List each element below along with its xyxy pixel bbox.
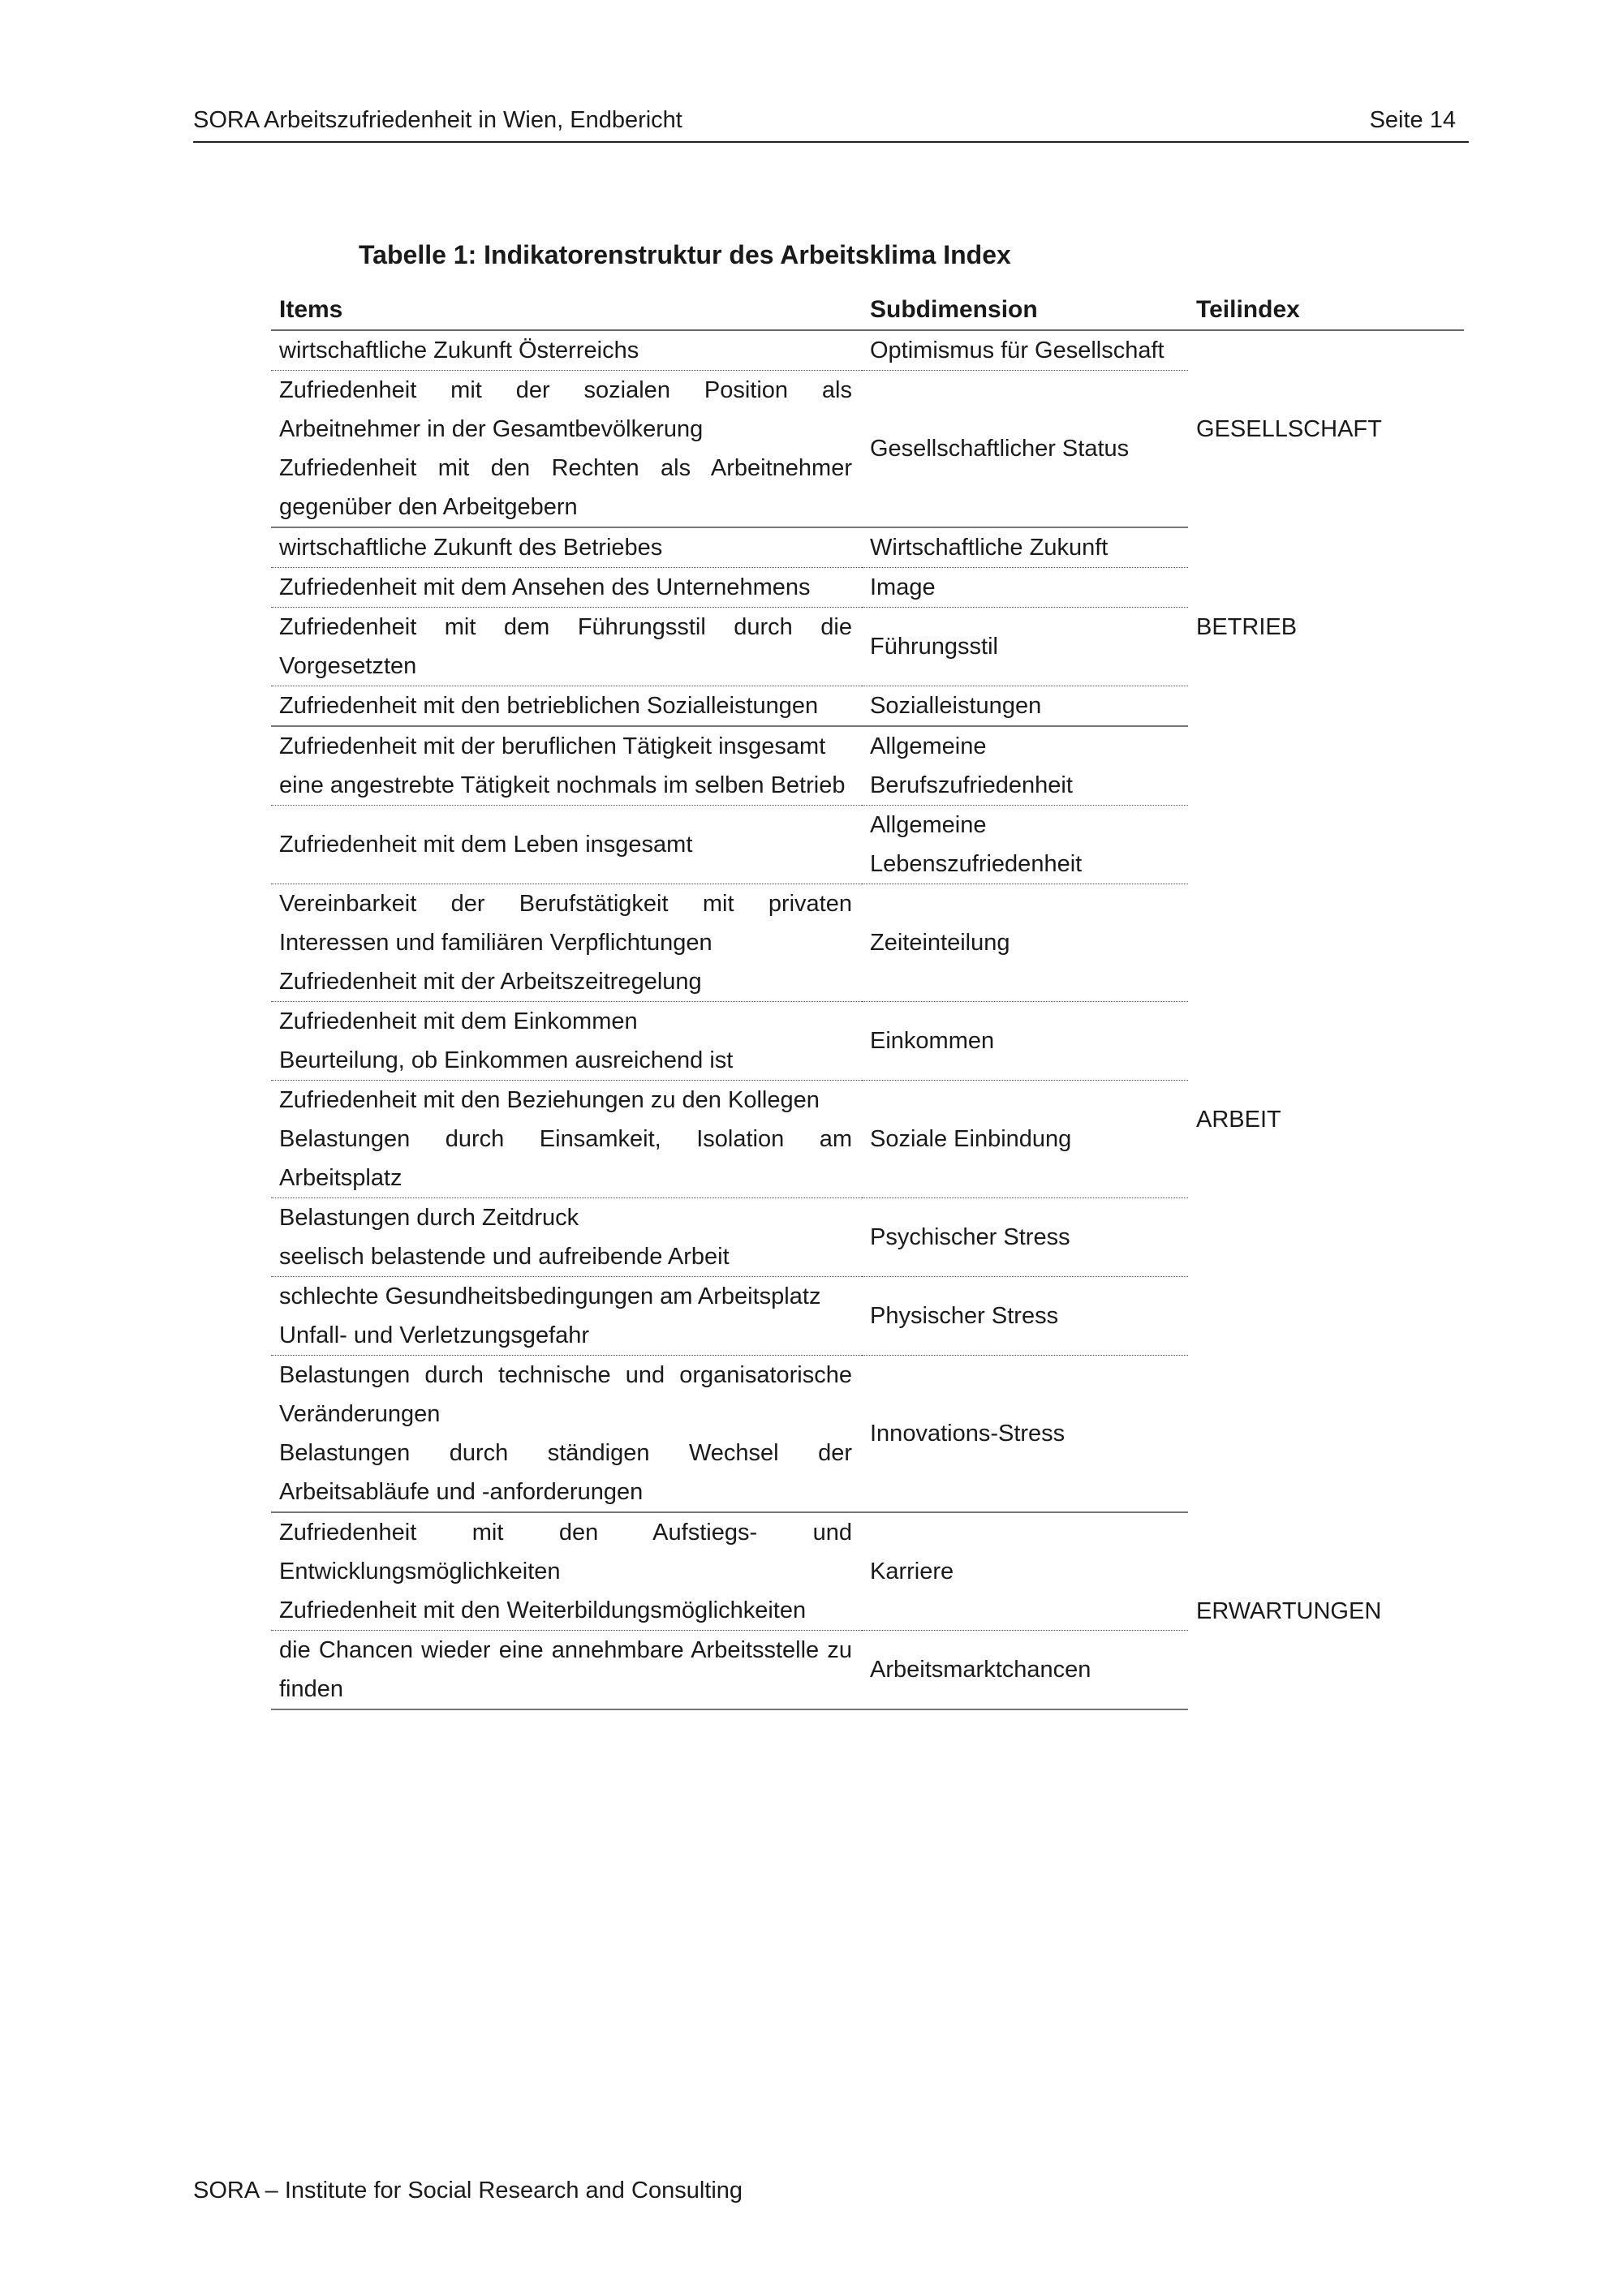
item-cell [271,1631,862,1710]
item-text: Belastungen durch Zeitdruck [279,1205,579,1231]
item-text: Belastungen durch ständigen Wechsel der Arbeitsabläufe und -anforderungen [279,1440,852,1505]
item-text: wirtschaftliche Zukunft des Betriebes [279,535,663,561]
subdimension-cell: Soziale Einbindung [862,1081,1188,1198]
subdimension-cell: Arbeitsmarktchancen [862,1631,1188,1710]
item-cell [271,884,862,1002]
subdimension-cell: Innovations-Stress [862,1356,1188,1513]
subdimension-cell: Sozialleistungen [862,686,1188,727]
item-cell [271,371,862,528]
table-row [271,330,1464,371]
teilindex-cell: GESELLSCHAFT [1196,416,1382,442]
item-text: schlechte Gesundheitsbedingungen am Arbeitsplatz [279,1283,821,1309]
subdimension-cell: Image [862,568,1188,608]
subdimension-cell: Karriere [862,1512,1188,1631]
item-text: Zufriedenheit mit den Weiterbildungsmöglichkeiten [279,1597,807,1623]
page-header [193,104,1469,143]
column-header-teilindex: Teilindex [1188,290,1464,330]
teilindex-cell: ARBEIT [1196,1106,1281,1133]
table-header-row [271,290,1464,330]
item-text: Zufriedenheit mit den Beziehungen zu den Kollegen [279,1087,820,1113]
header-report-title: SORA Arbeitszufriedenheit in Wien, Endbericht [193,107,682,133]
item-cell [271,726,862,806]
column-header-subdimension: Subdimension [862,290,1188,330]
item-text: Zufriedenheit mit der beruflichen Tätigkeit insgesamt [279,733,826,759]
item-text: die Chancen wieder eine annehmbare Arbeitsstelle zu finden [279,1637,852,1702]
item-cell [271,608,862,686]
subdimension-cell: Allgemeine Lebenszufriedenheit [862,806,1188,884]
item-cell [271,1198,862,1277]
item-text: Zufriedenheit mit dem Ansehen des Unternehmens [279,574,811,600]
item-text: Beurteilung, ob Einkommen ausreichend ist [279,1047,734,1073]
item-text: Unfall- und Verletzungsgefahr [279,1322,590,1348]
table-row [271,1512,1464,1631]
subdimension-cell: Einkommen [862,1002,1188,1081]
page-footer: SORA – Institute for Social Research and Consulting [193,2178,743,2204]
item-cell [271,527,862,568]
item-cell [271,686,862,727]
item-text: Zufriedenheit mit den Rechten als Arbeitnehmer gegenüber den Arbeitgebern [279,455,852,520]
item-cell [271,568,862,608]
item-text: Belastungen durch technische und organisatorische Veränderungen [279,1362,852,1427]
subdimension-cell: Allgemeine Berufszufriedenheit [862,726,1188,806]
item-cell [271,1081,862,1198]
item-text: Zufriedenheit mit dem Führungsstil durch die Vorgesetzten [279,614,852,679]
item-text: wirtschaftliche Zukunft Österreichs [279,338,639,363]
subdimension-cell: Wirtschaftliche Zukunft [862,527,1188,568]
subdimension-cell: Gesellschaftlicher Status [862,371,1188,528]
item-text: seelisch belastende und aufreibende Arbeit [279,1244,730,1270]
subdimension-cell: Zeiteinteilung [862,884,1188,1002]
table-row [271,726,1464,806]
item-text: eine angestrebte Tätigkeit nochmals im selben Betrieb [279,772,846,798]
item-text: Belastungen durch Einsamkeit, Isolation am Arbeitsplatz [279,1126,852,1191]
item-text: Zufriedenheit mit der sozialen Position als Arbeitnehmer in der Gesamtbevölkerung [279,377,852,442]
table-body [271,330,1464,1709]
item-cell [271,1512,862,1631]
item-cell [271,1002,862,1081]
teilindex-cell: ERWARTUNGEN [1196,1597,1382,1624]
item-text: Zufriedenheit mit dem Einkommen [279,1008,638,1034]
table-title: Tabelle 1: Indikatorenstruktur des Arbeitsklima Index [359,240,1011,269]
item-cell [271,1356,862,1513]
teilindex-cell: BETRIEB [1196,613,1298,640]
item-cell [271,1277,862,1356]
subdimension-cell: Psychischer Stress [862,1198,1188,1277]
subdimension-cell: Optimismus für Gesellschaft [862,330,1188,371]
item-text: Zufriedenheit mit den betrieblichen Sozialleistungen [279,693,819,719]
item-cell [271,330,862,371]
subdimension-cell: Führungsstil [862,608,1188,686]
header-page-number: Seite 14 [1369,107,1456,133]
subdimension-cell: Physischer Stress [862,1277,1188,1356]
item-text: Zufriedenheit mit den Aufstiegs- und Entwicklungsmöglichkeiten [279,1520,852,1584]
table-row [271,527,1464,568]
item-text: Zufriedenheit mit dem Leben insgesamt [279,832,693,858]
column-header-items: Items [271,290,862,330]
indicator-table [271,290,1464,1710]
item-text: Zufriedenheit mit der Arbeitszeitregelung [279,969,702,995]
item-text: Vereinbarkeit der Berufstätigkeit mit privaten Interessen und familiären Verpflichtungen [279,891,852,956]
item-cell [271,806,862,884]
